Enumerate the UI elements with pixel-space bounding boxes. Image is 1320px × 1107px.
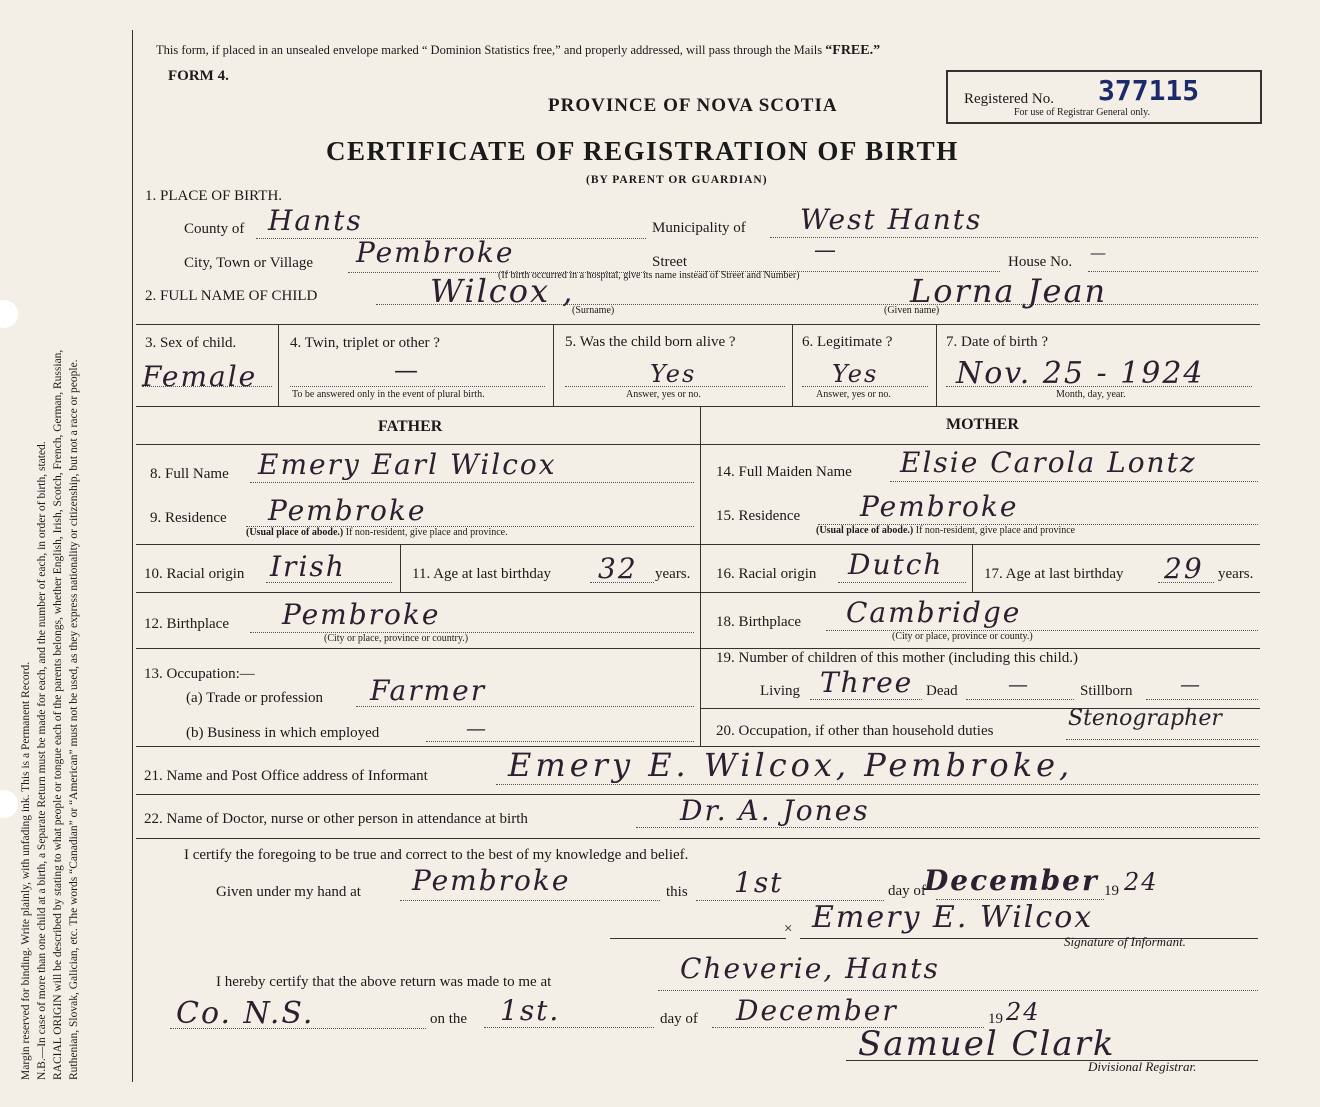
father-birthplace-note: (City or place, province or country.) <box>324 633 469 644</box>
sex-label: 3. Sex of child. <box>145 335 237 351</box>
twin-label: 4. Twin, triplet or other ? <box>290 335 440 351</box>
father-racial-value: Irish <box>270 550 346 583</box>
municipality-value: West Hants <box>800 203 983 236</box>
rule <box>136 544 1260 545</box>
living-label: Living <box>760 683 800 699</box>
registrar-month: December <box>736 994 898 1027</box>
mother-name-value: Elsie Carola Lontz <box>900 446 1197 479</box>
street-label: Street <box>652 254 687 270</box>
page-subtitle: (BY PARENT OR GUARDIAN) <box>586 174 768 186</box>
child-given-name: Lorna Jean <box>910 272 1108 310</box>
rule <box>136 406 1260 407</box>
children-label: 19. Number of children of this mother (including this child.) <box>716 650 1079 666</box>
binding-hole <box>0 300 18 328</box>
surname-caption: (Surname) <box>572 305 615 316</box>
twin-note: To be answered only in the event of plural birth. <box>292 389 485 400</box>
dead-label: Dead <box>926 683 958 699</box>
county-value: Hants <box>268 204 363 237</box>
father-business-label: (b) Business in which employed <box>186 725 380 741</box>
year-prefix: 19 <box>1104 883 1119 899</box>
father-residence-value: Pembroke <box>268 494 427 527</box>
given-year: 24 <box>1124 868 1159 896</box>
municipality-label: Municipality of <box>652 220 746 236</box>
informant-signature: Emery E. Wilcox <box>812 900 1094 935</box>
mother-occupation-value: Stenographer <box>1068 706 1222 731</box>
house-value: — <box>1090 243 1108 262</box>
binding-hole <box>0 790 18 818</box>
x-mark: × <box>784 921 793 937</box>
doctor-label: 22. Name of Doctor, nurse or other person in attendance at birth <box>144 811 528 827</box>
registered-label: Registered No. <box>964 91 1054 107</box>
legit-label: 6. Legitimate ? <box>802 334 893 350</box>
rule <box>972 544 973 592</box>
father-name-value: Emery Earl Wilcox <box>258 448 557 481</box>
mother-birthplace-label: 18. Birthplace <box>716 614 801 630</box>
informant-value: Emery E. Wilcox, Pembroke, <box>508 746 1074 784</box>
dob-label: 7. Date of birth ? <box>946 334 1049 350</box>
twin-value: — <box>394 356 420 384</box>
father-business-line <box>426 741 694 742</box>
father-abode-note-b: If non-resident, give place and province. <box>345 527 508 538</box>
registrar-place-line-2 <box>170 1028 426 1029</box>
registrar-place-cont: Co. N.S. <box>176 996 315 1031</box>
mother-birthplace-note: (City or place, province or county.) <box>892 631 1033 642</box>
mother-residence-value: Pembroke <box>860 490 1019 523</box>
rule <box>553 324 554 406</box>
stillborn-value: — <box>1180 672 1202 696</box>
form-number: FORM 4. <box>168 68 229 84</box>
registrar-place: Cheverie, Hants <box>680 952 940 985</box>
sidebar-notes <box>18 20 82 1080</box>
rule <box>136 324 1260 325</box>
hospital-note: (If birth occurred in a hospital, give its name instead of Street and Number) <box>498 270 800 281</box>
father-age-label: 11. Age at last birthday <box>412 566 551 582</box>
sidebar-note: RACIAL ORIGIN will be described by stating to what people or tongue each of the parents belongs, whether English, Irish, Scotch, French, German, Russian, <box>52 349 64 1080</box>
registration-box <box>946 70 1262 124</box>
father-name-line <box>250 482 694 483</box>
legit-line <box>802 386 928 387</box>
dead-line <box>966 699 1074 700</box>
mother-birthplace-value: Cambridge <box>846 596 1022 629</box>
mother-racial-label: 16. Racial origin <box>716 566 817 582</box>
mother-residence-label: 15. Residence <box>716 508 801 524</box>
mother-name-label: 14. Full Maiden Name <box>716 464 852 480</box>
street-value: — <box>814 238 838 263</box>
mother-abode-note: (Usual place of abode.) <box>816 525 914 536</box>
place-of-birth-heading: 1. PLACE OF BIRTH. <box>145 188 283 204</box>
signature-line <box>800 938 1258 939</box>
doctor-value: Dr. A. Jones <box>680 794 870 827</box>
child-name-label: 2. FULL NAME OF CHILD <box>145 288 318 304</box>
house-line <box>1088 271 1258 272</box>
rule <box>278 324 279 406</box>
certification-statement: I certify the foregoing to be true and correct to the best of my knowledge and belief. <box>184 847 689 863</box>
column-divider <box>700 406 701 746</box>
binding-margin-rule <box>132 30 133 1082</box>
registrar-statement: I hereby certify that the above return was made to me at <box>216 974 552 990</box>
mother-age-label: 17. Age at last birthday <box>984 566 1124 582</box>
doctor-line <box>636 827 1258 828</box>
rule <box>936 324 937 406</box>
father-trade-value: Farmer <box>370 674 487 707</box>
mother-occupation-line <box>1066 739 1258 740</box>
informant-line <box>496 784 1258 785</box>
father-years: years. <box>655 566 691 582</box>
day-of-label: day of <box>888 883 926 899</box>
sidebar-note: Ruthenian, Slovak, Galician, etc. The words “Canadian” or “American” must not be used, as they express nationality or citizenship, but not a race or people. <box>68 359 80 1080</box>
signature-line-left <box>610 938 786 939</box>
rule <box>136 444 1260 445</box>
municipality-line <box>770 237 1258 238</box>
mother-name-line <box>890 481 1258 482</box>
given-line <box>400 900 660 901</box>
father-business-value: — <box>466 716 488 740</box>
on-the-label: on the <box>430 1011 468 1027</box>
dead-value: — <box>1008 672 1030 696</box>
sex-value: Female <box>142 360 258 393</box>
sidebar-note: Margin reserved for binding. Write plainly, with unfading ink. This is a Permanent Record. <box>20 661 32 1080</box>
dob-note: Month, day, year. <box>1056 389 1126 400</box>
father-heading: FATHER <box>378 418 443 435</box>
rule <box>400 544 401 592</box>
this-label: this <box>666 884 688 900</box>
alive-value: Yes <box>650 360 697 388</box>
registrar-day: 1st. <box>500 994 561 1027</box>
informant-label: 21. Name and Post Office address of Informant <box>144 768 428 784</box>
registrar-day-line <box>484 1027 654 1028</box>
mother-years: years. <box>1218 566 1254 582</box>
legit-note: Answer, yes or no. <box>816 389 891 400</box>
registrar-year-prefix: 19 <box>988 1011 1003 1027</box>
rule <box>792 324 793 406</box>
rule <box>136 592 1260 593</box>
house-label: House No. <box>1008 254 1073 270</box>
stillborn-line <box>1146 699 1258 700</box>
alive-note: Answer, yes or no. <box>626 389 701 400</box>
dob-line <box>946 386 1252 387</box>
mother-age-value: 29 <box>1164 552 1204 585</box>
page-title: CERTIFICATE OF REGISTRATION OF BIRTH <box>326 136 959 166</box>
stillborn-label: Stillborn <box>1080 683 1133 699</box>
mail-notice: This form, if placed in an unsealed envelope marked “ Dominion Statistics free,” and properly addressed, will pass through the Mails “FREE.” <box>156 43 881 58</box>
registered-number: 377115 <box>1098 74 1200 107</box>
registrar-signature: Samuel Clark <box>858 1024 1116 1064</box>
father-birthplace-label: 12. Birthplace <box>144 616 229 632</box>
mother-abode-note-b: If non-resident, give place and province <box>915 525 1076 536</box>
father-occupation-label: 13. Occupation:— <box>144 666 255 682</box>
father-racial-label: 10. Racial origin <box>144 566 245 582</box>
child-surname: Wilcox , <box>430 272 575 310</box>
sidebar-note: N.B.—In case of more than one child at a birth, a Separate Return must be made for each, and the number of each, in order of birth, stated. <box>36 441 48 1080</box>
twin-line <box>290 386 545 387</box>
given-place: Pembroke <box>412 864 571 897</box>
registrar-place-line <box>658 990 1258 991</box>
rule <box>136 648 1260 649</box>
mother-occupation-label: 20. Occupation, if other than household duties <box>716 723 994 739</box>
alive-line <box>565 386 785 387</box>
father-birthplace-value: Pembroke <box>282 598 441 631</box>
father-trade-label: (a) Trade or profession <box>186 690 324 706</box>
registrar-day-of-label: day of <box>660 1011 698 1027</box>
sex-line <box>142 386 272 387</box>
dob-value: Nov. 25 - 1924 <box>956 356 1205 391</box>
legit-value: Yes <box>832 360 879 388</box>
father-residence-label: 9. Residence <box>150 510 227 526</box>
given-label: Given under my hand at <box>216 884 361 900</box>
mother-heading: MOTHER <box>946 416 1019 433</box>
given-month: December <box>924 864 1099 897</box>
county-label: County of <box>184 221 245 237</box>
rule <box>136 838 1260 839</box>
registrar-use-note: For use of Registrar General only. <box>1014 107 1150 118</box>
registrar-signature-label: Divisional Registrar. <box>1088 1059 1197 1074</box>
signature-label: Signature of Informant. <box>1064 934 1186 949</box>
province-heading: PROVINCE OF NOVA SCOTIA <box>548 95 838 116</box>
mother-birthplace-line <box>826 630 1258 631</box>
mother-racial-line <box>838 582 966 583</box>
given-day: 1st <box>734 866 784 899</box>
alive-label: 5. Was the child born alive ? <box>565 334 736 350</box>
father-name-label: 8. Full Name <box>150 466 229 482</box>
city-label: City, Town or Village <box>184 255 314 271</box>
mother-racial-value: Dutch <box>848 548 944 581</box>
living-line <box>810 699 922 700</box>
father-age-value: 32 <box>598 552 638 585</box>
living-value: Three <box>820 666 914 699</box>
registrar-year: 24 <box>1006 998 1041 1026</box>
city-value: Pembroke <box>356 236 515 269</box>
father-abode-note: (Usual place of abode.) <box>246 527 344 538</box>
given-caption: (Given name) <box>884 305 940 316</box>
father-birthplace-line <box>250 632 694 633</box>
